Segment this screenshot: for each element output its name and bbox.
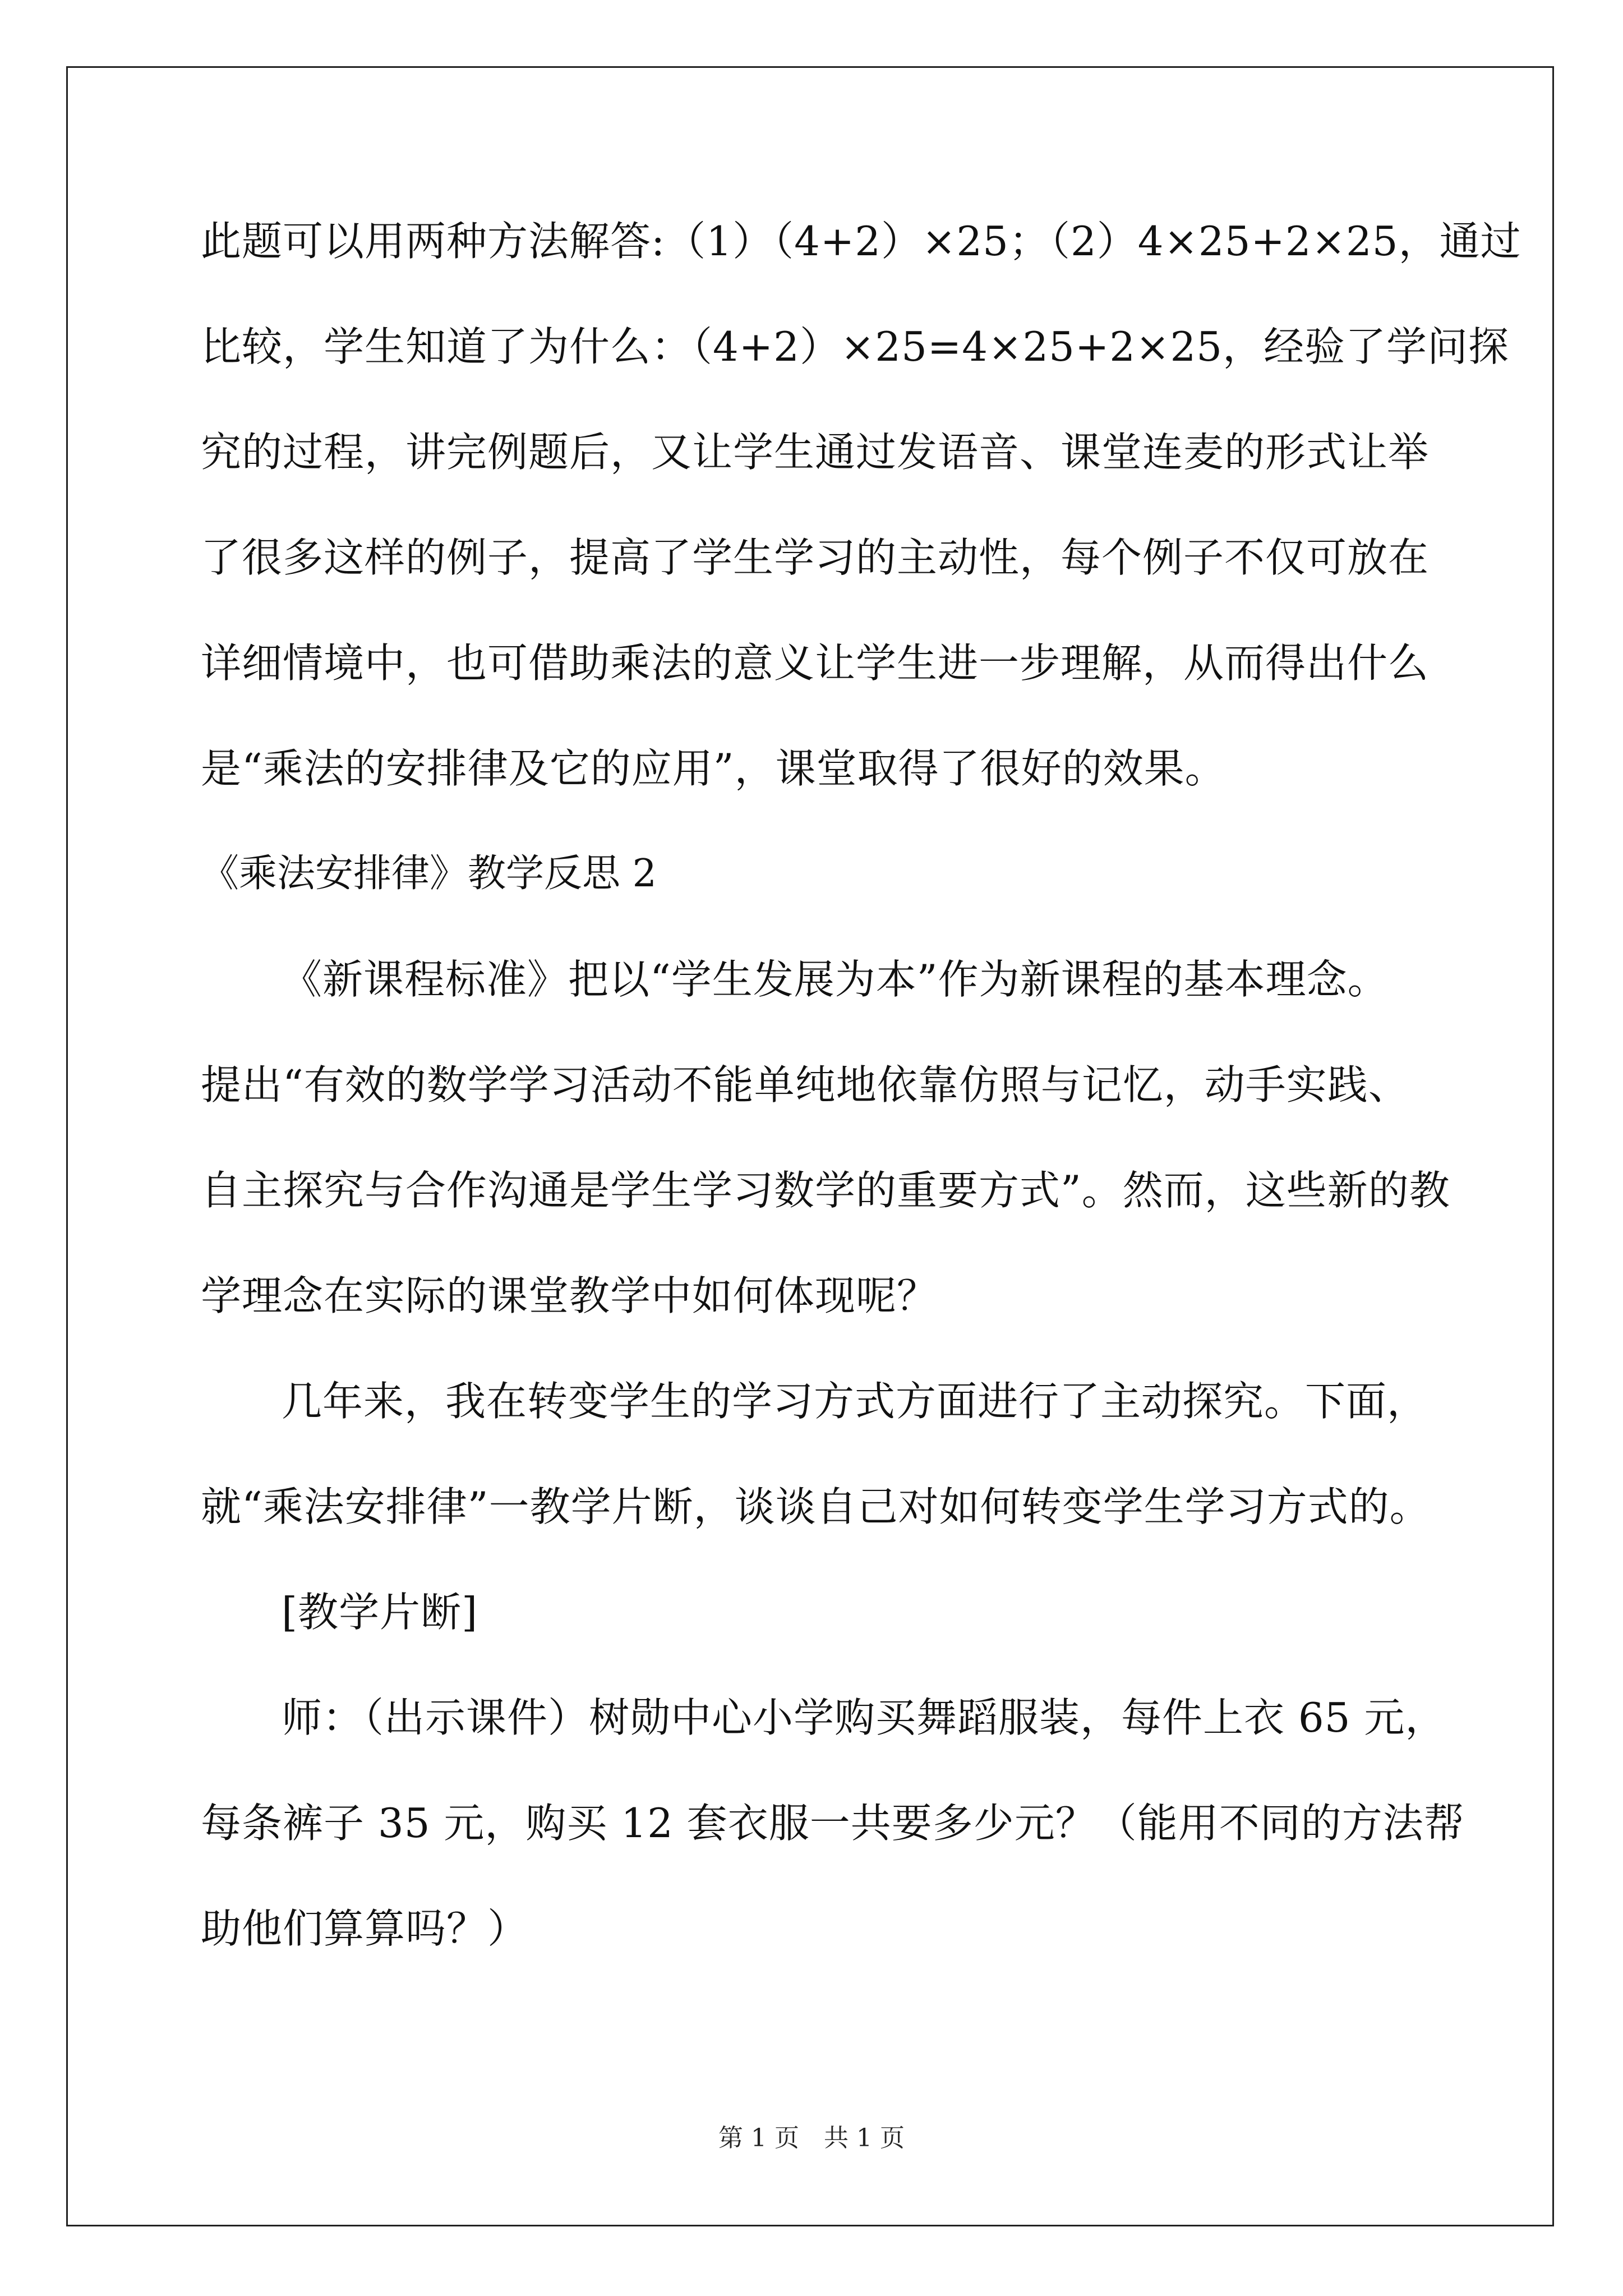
paragraph-line: 学理念在实际的课堂教学中如何体现呢？: [201, 1272, 938, 1319]
paragraph-line: 《新课程标准》把以“学生发展为本”作为新课程的基本理念。: [282, 956, 1389, 1003]
paragraph-line: 详细情境中，也可借助乘法的意义让学生进一步理解，从而得出什么: [201, 639, 1430, 687]
section-heading: 《乘法安排律》教学反思 2: [201, 852, 657, 896]
paragraph-line: [教学片断]: [282, 1589, 478, 1636]
paragraph-line: 此题可以用两种方法解答:（1）（4+2）×25；（2）4×25+2×25，通过: [201, 218, 1521, 265]
paragraph-line: 每条裤子 35 元，购买 12 套衣服一共要多少元？（能用不同的方法帮: [201, 1800, 1465, 1847]
paragraph-line: 比较，学生知道了为什么：（4+2）×25=4×25+2×25，经验了学问探: [201, 323, 1510, 370]
paragraph-line: 提出“有效的数学学习活动不能单纯地依靠仿照与记忆，动手实践、: [201, 1061, 1409, 1108]
paragraph-line: 师：（出示课件）树勋中心小学购买舞蹈服装，每件上衣 65 元，: [282, 1694, 1446, 1741]
paragraph-line: 几年来，我在转变学生的学习方式方面进行了主动探究。下面，: [282, 1378, 1428, 1425]
paragraph-line: 就“乘法安排律”一教学片断，谈谈自己对如何转变学生学习方式的。: [201, 1483, 1431, 1530]
document-body: [201, 213, 1521, 2006]
paragraph-line: 了很多这样的例子，提高了学生学习的主动性，每个例子不仅可放在: [201, 534, 1430, 581]
paragraph-line: 自主探究与合作沟通是学生学习数学的重要方式”。然而，这些新的教: [201, 1167, 1450, 1214]
paragraph-line: 助他们算算吗？）: [201, 1905, 529, 1952]
page-footer: 第 1 页 共 1 页: [718, 2124, 905, 2152]
paragraph-line: 究的过程，讲完例题后，又让学生通过发语音、课堂连麦的形式让举: [201, 429, 1430, 476]
paragraph-line: 是“乘法的安排律及它的应用”，课堂取得了很好的效果。: [201, 745, 1226, 792]
